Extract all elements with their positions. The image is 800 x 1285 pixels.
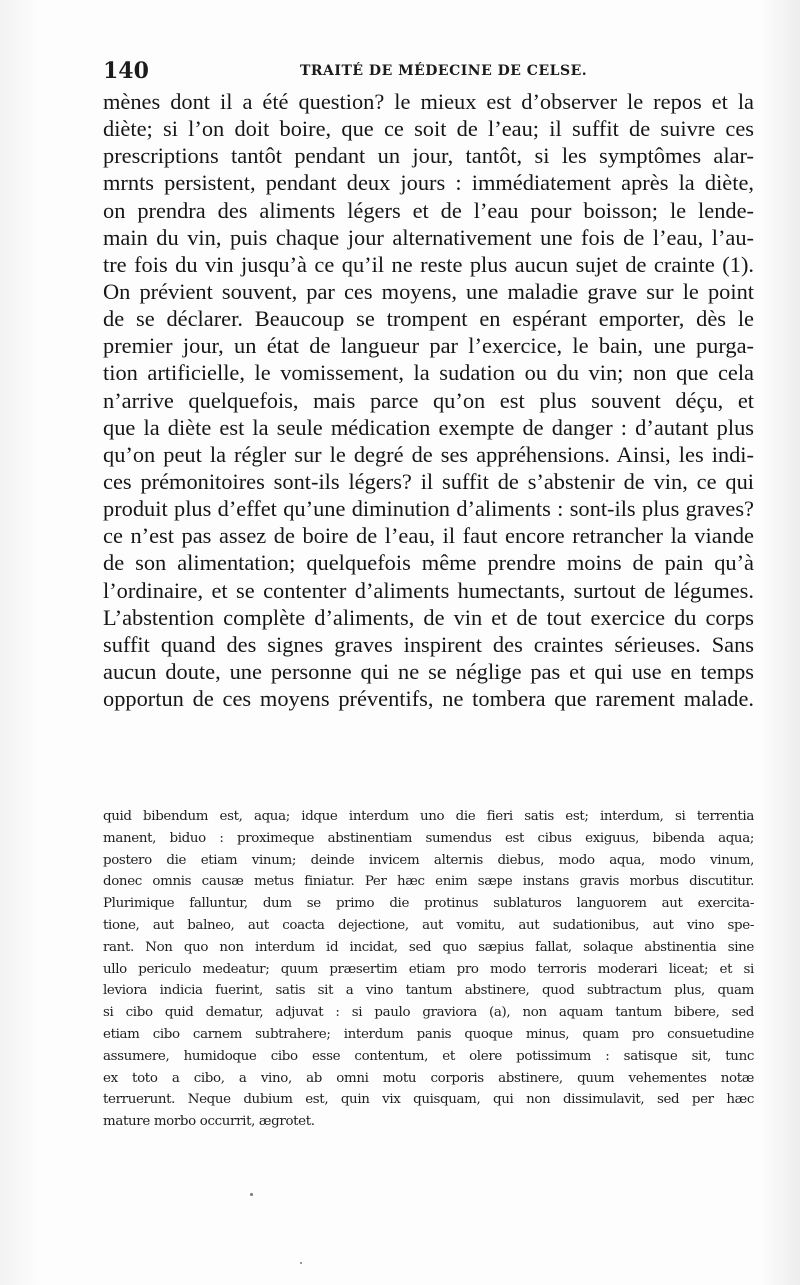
french-text-line: opportun de ces moyens préventifs, ne tombera que rarement malade. bbox=[103, 686, 754, 712]
latin-text-line: terruerunt. Neque dubium est, quin vix quisquam, qui non dissimulavit, sed per hæc bbox=[103, 1092, 754, 1108]
latin-text-line: leviora indicia fuerint, satis sit a vino tantum abstinere, quod subtractum plus, quam bbox=[103, 983, 754, 999]
french-text-line: on prendra des aliments légers et de l’eau pour boisson; le lende- bbox=[103, 197, 754, 223]
french-text-line: de son alimentation; quelquefois même prendre moins de pain qu’à bbox=[103, 550, 754, 576]
french-text-line: diète; si l’on doit boire, que ce soit de l’eau; il suffit de suivre ces bbox=[103, 116, 754, 142]
page-header bbox=[103, 58, 753, 84]
french-text-line: suffit quand des signes graves inspirent des craintes sérieuses. Sans bbox=[103, 631, 754, 657]
french-text-line: mènes dont il a été question? le mieux est d’observer le repos et la bbox=[103, 89, 754, 114]
french-text-line: de se déclarer. Beaucoup se trompent en espérant emporter, dès le bbox=[103, 306, 754, 332]
french-text-line: aucun doute, une personne qui ne se néglige pas et qui use en temps bbox=[103, 658, 754, 684]
french-text-line: n’arrive quelquefois, mais parce qu’on est plus souvent déçu, et bbox=[103, 387, 754, 413]
latin-text-line: rant. Non quo non interdum id incidat, sed quo sæpius fallat, solaque abstinentia sine bbox=[103, 939, 754, 955]
latin-text-line: quid bibendum est, aqua; idque interdum uno die fieri satis est; interdum, si terrentia bbox=[103, 809, 754, 824]
latin-text-line: ullo periculo medeatur; quum præsertim etiam pro modo terroris moderari liceat; et si bbox=[103, 961, 754, 977]
french-text-line: main du vin, puis chaque jour alternativement une fois de l’eau, l’au- bbox=[103, 224, 754, 250]
latin-text-line: assumere, humidoque cibo esse contentum, et olere potissimum : satisque sit, tunc bbox=[103, 1048, 754, 1064]
french-text-line: ce n’est pas assez de boire de l’eau, il faut encore retrancher la viande bbox=[103, 523, 754, 549]
print-speck bbox=[250, 1193, 253, 1196]
latin-text-line: donec omnis causæ metus finiatur. Per hæc enim sæpe instans gravis morbus discutitur. bbox=[103, 874, 754, 890]
french-text-line: prescriptions tantôt pendant un jour, tantôt, si les symptômes alar- bbox=[103, 143, 754, 169]
french-text-line: produit plus d’effet qu’une diminution d’aliments : sont-ils plus graves? bbox=[103, 496, 754, 522]
french-text-line: l’ordinaire, et se contenter d’aliments humectants, surtout de légumes. bbox=[103, 577, 754, 603]
french-text-line: tre fois du vin jusqu’à ce qu’il ne reste plus aucun sujet de crainte (1). bbox=[103, 251, 754, 277]
french-text-line: On prévient souvent, par ces moyens, une maladie grave sur le point bbox=[103, 278, 754, 304]
french-text-line: L’abstention complète d’aliments, de vin et de tout exercice du corps bbox=[103, 604, 754, 630]
french-text-line: mrnts persistent, pendant deux jours : immédiatement après la diète, bbox=[103, 170, 754, 196]
french-text-line: ces prémonitoires sont-ils légers? il suffit de s’abstenir de vin, ce qui bbox=[103, 468, 754, 494]
latin-text-line: Plurimique falluntur, dum se primo die protinus sublaturos languorem aut exercita- bbox=[103, 896, 754, 912]
french-text-line: premier jour, un état de langueur par l’exercice, le bain, une purga- bbox=[103, 333, 754, 359]
page-number: 140 bbox=[103, 58, 149, 84]
latin-text-line: postero die etiam vinum; deinde invicem alternis diebus, modo aqua, modo vinum, bbox=[103, 852, 754, 868]
french-translation-text bbox=[103, 88, 754, 712]
latin-text-line: manent, biduo : proximeque abstinentiam sumendus est cibus exiguus, bibenda aqua; bbox=[103, 830, 754, 846]
running-title: TRAITÉ DE MÉDECINE DE CELSE. bbox=[300, 63, 588, 79]
latin-text-line: mature morbo occurrit, ægrotet. bbox=[103, 1114, 315, 1130]
french-text-line: tion artificielle, le vomissement, la sudation ou du vin; non que cela bbox=[103, 360, 754, 386]
latin-text-line: etiam cibo carnem subtrahere; interdum panis quoque minus, quam pro consuetudine bbox=[103, 1026, 754, 1042]
latin-text-line: si cibo quid dematur, adjuvat : si paulo graviora (a), non aquam tantum bibere, sed bbox=[103, 1005, 754, 1021]
french-text-line: qu’on peut la régler sur le degré de ses appréhensions. Ainsi, les indi- bbox=[103, 441, 754, 467]
french-text-line: que la diète est la seule médication exempte de danger : d’autant plus bbox=[103, 414, 754, 440]
latin-text-line: tione, aut balneo, aut coacta dejectione, aut vomitu, aut sudationibus, aut vino spe- bbox=[103, 917, 754, 933]
latin-text-line: ex toto a cibo, a vino, ab omni motu corporis abstinere, quum vehementes notæ bbox=[103, 1070, 754, 1086]
print-speck bbox=[300, 1262, 302, 1264]
latin-original-text bbox=[103, 806, 754, 1133]
